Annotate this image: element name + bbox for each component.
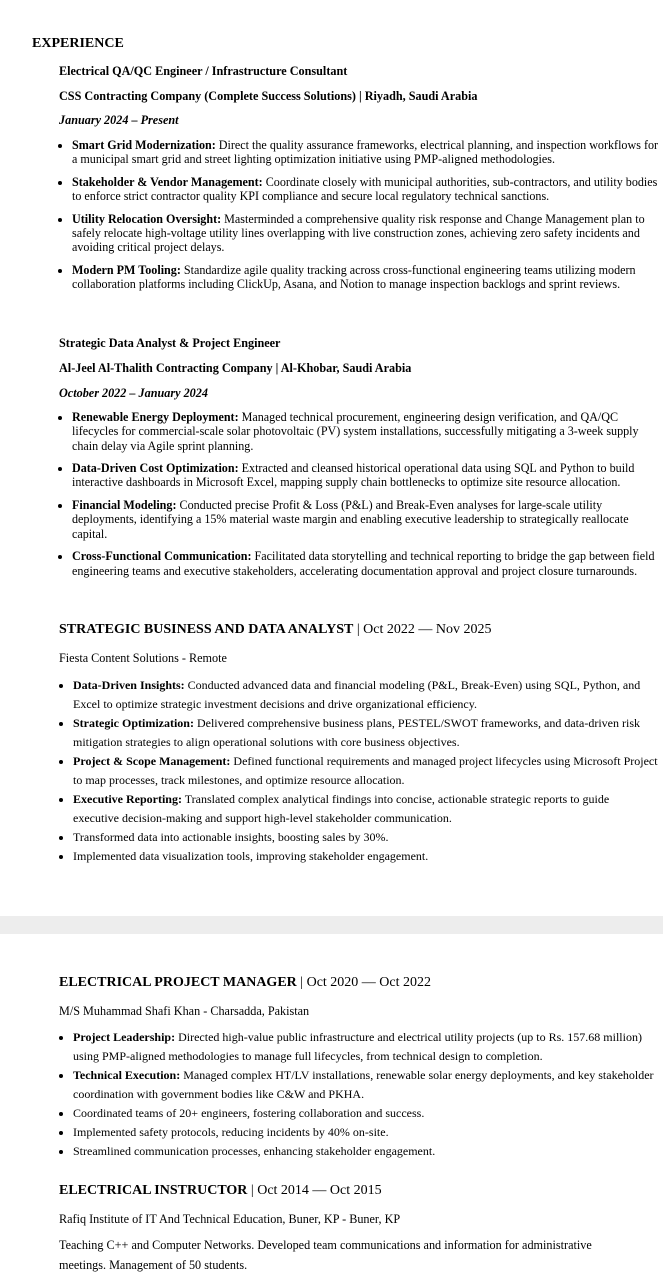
role-description: Teaching C++ and Computer Networks. Developed team communications and information for administrative meetings. Management of 50 students. [59, 1238, 592, 1272]
job-title: Strategic Data Analyst & Project Engineer [59, 336, 281, 350]
list-item: • Project & Scope Management: Defined functional requirements and managed project lifecycles using Microsoft Project to map processes, track milestones, and optimize resource allocation. [73, 752, 658, 790]
section-heading: EXPERIENCE [32, 36, 124, 51]
job-dates: January 2024 – Present [59, 113, 179, 127]
role-company: Rafiq Institute of IT And Technical Education, Buner, KP - Buner, KP [59, 1212, 401, 1226]
role-bullets [44, 676, 658, 866]
list-item: • Implemented data visualization tools, improving stakeholder engagement. [73, 847, 658, 866]
list-item: • Data-Driven Cost Optimization: Extracted and cleansed historical operational data using SQL and Python to build interactive dashboards in Microsoft Excel, mapping supply chain bottlenecks to optimize site resource allocation. [72, 461, 662, 490]
job-bullets [40, 138, 662, 300]
list-item: • Cross-Functional Communication: Facilitated data storytelling and technical reporting to bridge the gap between field engineering teams and executive stakeholders, accelerating documentation approval and project closure turnarounds. [72, 549, 662, 578]
list-item: • Technical Execution: Managed complex HT/LV installations, renewable solar energy deployments, and key stakeholder coordination with government bodies like C&W and PKHA. [73, 1066, 658, 1104]
job-company: Al-Jeel Al-Thalith Contracting Company | Al-Khobar, Saudi Arabia [59, 361, 412, 375]
role-company: M/S Muhammad Shafi Khan - Charsadda, Pakistan [59, 1004, 310, 1018]
list-item: • Transformed data into actionable insights, boosting sales by 30%. [73, 828, 658, 847]
role-heading: STRATEGIC BUSINESS AND DATA ANALYST | Oct 2022 — Nov 2025 [59, 622, 492, 637]
list-item: • Project Leadership: Directed high-value public infrastructure and electrical utility projects (up to Rs. 157.68 million) using PMP-aligned methodologies to manage full lifecycles, from technical design to completion. [73, 1028, 658, 1066]
list-item: • Executive Reporting: Translated complex analytical findings into concise, actionable strategic reports to guide executive decision-making and support high-level stakeholder communication. [73, 790, 658, 828]
role-heading: ELECTRICAL INSTRUCTOR | Oct 2014 — Oct 2015 [59, 1183, 382, 1198]
list-item: • Renewable Energy Deployment: Managed technical procurement, engineering design verification, and QA/QC lifecycles for commercial-scale solar photovoltaic (PV) system installations, successfully mitigating a 3-week supply chain delay via Agile sprint planning. [72, 410, 662, 453]
list-item: • Financial Modeling: Conducted precise Profit & Loss (P&L) and Break-Even analyses for large-scale utility deployments, identifying a 15% material waste margin and enabling executive leadership to strategically reallocate capital. [72, 498, 662, 541]
list-item: • Modern PM Tooling: Standardize agile quality tracking across cross-functional engineering teams utilizing modern collaboration platforms including ClickUp, Asana, and Notion to manage inspection backlogs and sprint reviews. [72, 263, 662, 292]
role-heading: ELECTRICAL PROJECT MANAGER | Oct 2020 — Oct 2022 [59, 975, 432, 990]
list-item: • Strategic Optimization: Delivered comprehensive business plans, PESTEL/SWOT frameworks, and data-driven risk mitigation strategies to align operational solutions with core business objectives. [73, 714, 658, 752]
job-bullets [40, 410, 662, 586]
resume-page-2 [0, 934, 663, 1280]
job-company: CSS Contracting Company (Complete Success Solutions) | Riyadh, Saudi Arabia [59, 89, 478, 103]
list-item: • Implemented safety protocols, reducing incidents by 40% on-site. [73, 1123, 658, 1142]
role-company: Fiesta Content Solutions - Remote [59, 651, 227, 665]
list-item: • Smart Grid Modernization: Direct the quality assurance frameworks, electrical planning, and inspection workflows for a municipal smart grid and street lighting optimization initiative using PMP-aligned methodologies. [72, 138, 662, 167]
list-item: • Utility Relocation Oversight: Masterminded a comprehensive quality risk response and Change Management plan to safely relocate high-voltage utility lines overlapping with live construction zones, achieving zero safety incidents and avoiding critical project delays. [72, 212, 662, 255]
role-bullets [44, 1028, 658, 1161]
job-title: Electrical QA/QC Engineer / Infrastructure Consultant [59, 64, 348, 78]
job-dates: October 2022 – January 2024 [59, 386, 208, 400]
page-separator [0, 916, 663, 934]
list-item: • Coordinated teams of 20+ engineers, fostering collaboration and success. [73, 1104, 658, 1123]
list-item: • Stakeholder & Vendor Management: Coordinate closely with municipal authorities, sub-contractors, and utility bodies to enforce strict contractor quality KPI compliance and secure local regulatory technical sanctions. [72, 175, 662, 204]
list-item: • Data-Driven Insights: Conducted advanced data and financial modeling (P&L, Break-Even) using SQL, Python, and Excel to optimize strategic investment decisions and drive organizational efficiency. [73, 676, 658, 714]
list-item: • Streamlined communication processes, enhancing stakeholder engagement. [73, 1142, 658, 1161]
